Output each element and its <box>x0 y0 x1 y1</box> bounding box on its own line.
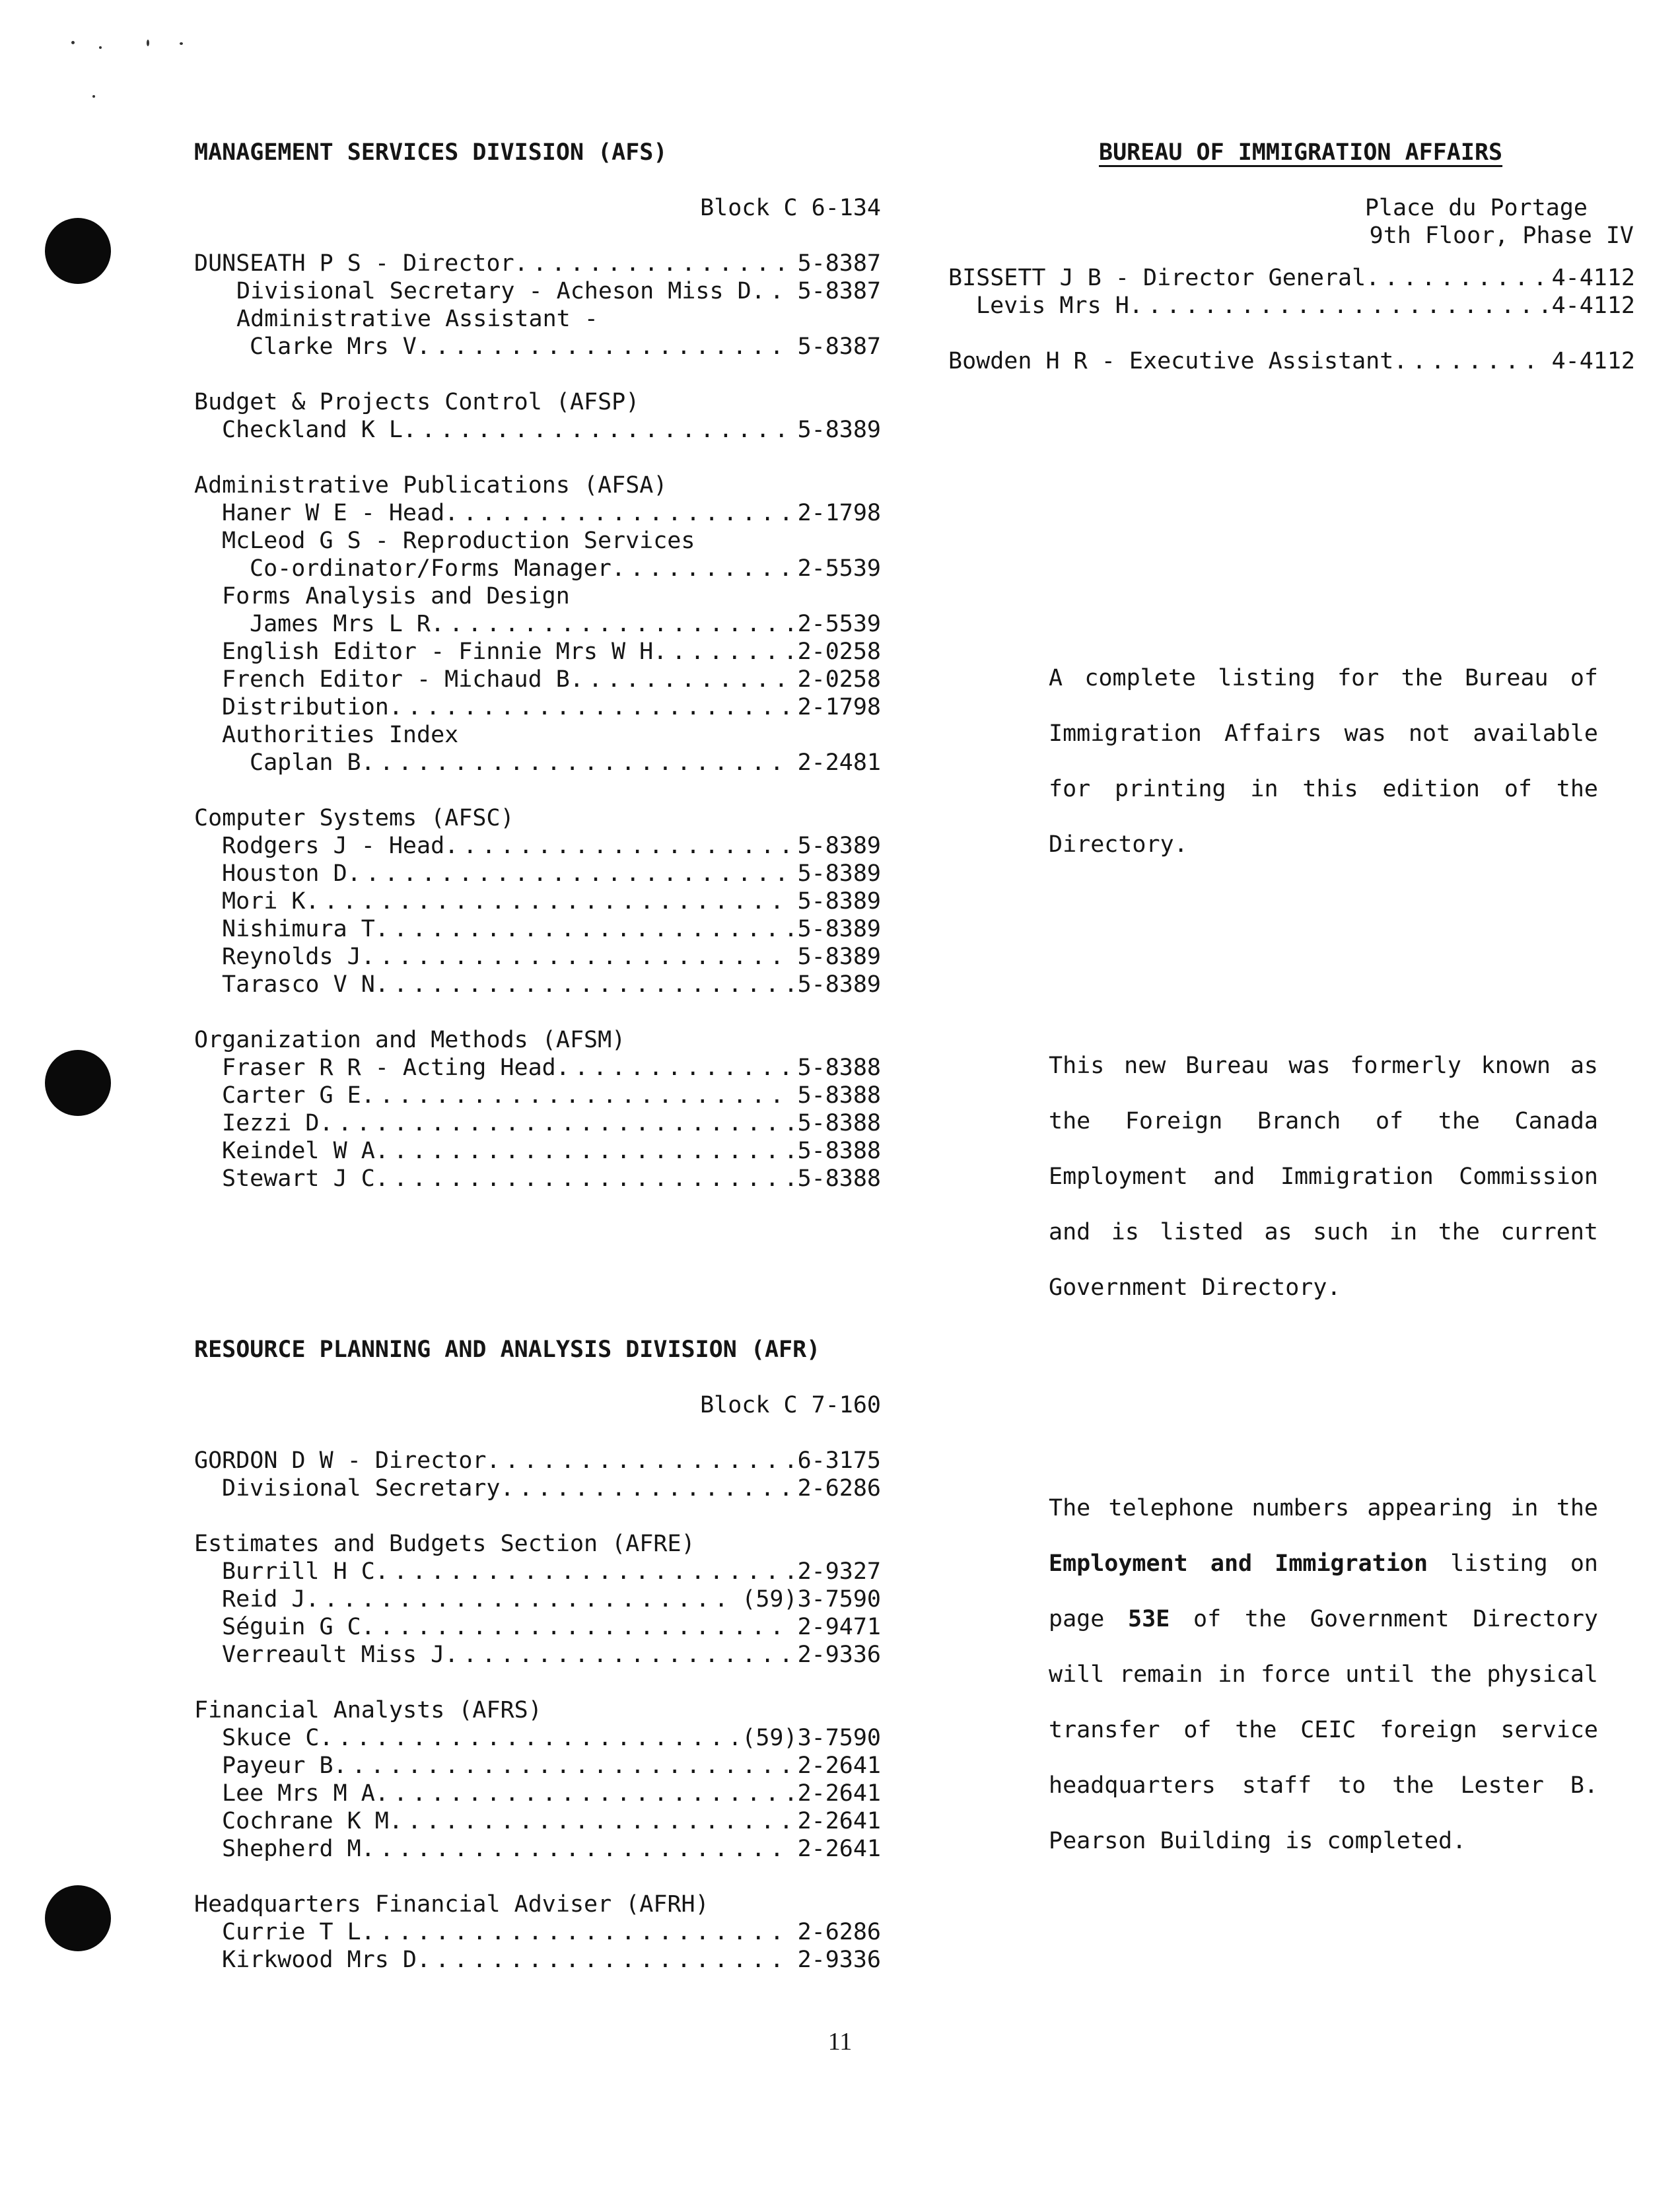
entry-name: Keindel W A <box>222 1138 375 1164</box>
scan-speck <box>92 95 95 98</box>
entry-phone: 5-8389 <box>797 916 881 942</box>
note-telephone-numbers <box>1049 1480 1598 1869</box>
directory-entry <box>194 333 881 361</box>
bureau-entries <box>948 264 1635 375</box>
entry-phone: 2-1798 <box>797 694 881 720</box>
entry-phone: 2-9327 <box>797 1558 881 1585</box>
directory-entry <box>194 1082 881 1109</box>
entry-phone: 2-0258 <box>797 666 881 693</box>
directory-entry <box>194 1137 881 1165</box>
bureau-section <box>948 139 1635 375</box>
entry-name: Fraser R R - Acting Head <box>222 1055 556 1081</box>
entry-name: Distribution <box>222 694 389 720</box>
entry-name: Shepherd M <box>222 1836 361 1862</box>
directory-entry <box>194 277 881 305</box>
directory-entry <box>194 887 881 915</box>
scan-speck <box>99 46 102 49</box>
bureau-location-line1: Place du Portage <box>1364 195 1588 221</box>
entry-phone: 2-2641 <box>797 1836 881 1862</box>
entry-phone: 2-9336 <box>797 1947 881 1973</box>
entry-name: Checkland K L <box>222 417 403 443</box>
entry-name: Clarke Mrs V <box>250 333 417 360</box>
directory-entry <box>194 499 881 527</box>
directory-entry <box>948 292 1635 320</box>
note-text: The telephone numbers appearing in the <box>1049 1495 1598 1521</box>
directory-entry <box>194 1946 881 1974</box>
directory-entry <box>194 943 881 971</box>
entry-title: Authorities Index <box>222 722 459 748</box>
entry-phone: 5-8388 <box>797 1110 881 1136</box>
directory-entry <box>194 832 881 860</box>
entry-phone: 2-2641 <box>797 1808 881 1834</box>
entry-name: GORDON D W - Director <box>194 1447 487 1474</box>
entry-name: Burrill H C <box>222 1558 375 1585</box>
entry-name: English Editor - Finnie Mrs W H <box>222 639 654 665</box>
entry-name: Divisional Secretary <box>222 1475 501 1502</box>
directory-entry <box>194 749 881 777</box>
binder-hole-top <box>45 218 111 284</box>
directory-entry <box>194 666 881 693</box>
afrh-section <box>194 1891 881 1974</box>
page-number: 11 <box>827 2028 853 2056</box>
entry-phone: (59)3-7590 <box>742 1725 881 1751</box>
entry-phone: 2-9471 <box>797 1614 881 1640</box>
entry-name: Séguin G C <box>222 1614 361 1640</box>
entry-name: Verreault Miss J <box>222 1642 445 1668</box>
scan-speck <box>147 40 149 46</box>
directory-entry <box>194 971 881 998</box>
section-title: Estimates and Budgets Section (AFRE) <box>194 1531 695 1557</box>
note-former-name: This new Bureau was formerly known as the Foreign Branch of the Canada Employment and Immigration Commission and is listed as such in the current Government Directory. <box>1049 1053 1598 1301</box>
directory-entry <box>194 250 881 277</box>
directory-entry <box>948 347 1635 375</box>
entry-phone: 5-8389 <box>797 944 881 970</box>
directory-entry <box>194 1054 881 1082</box>
directory-entry <box>194 610 881 638</box>
directory-entry <box>194 1835 881 1863</box>
entry-name: Bowden H R - Executive Assistant <box>948 348 1394 374</box>
note-bold-text: Employment and Immigration <box>1049 1550 1428 1577</box>
entry-title: Forms Analysis and Design <box>222 583 570 609</box>
afsm-section <box>194 1026 881 1193</box>
entry-phone: 5-8388 <box>797 1055 881 1081</box>
entry-phone: 5-8387 <box>797 333 881 360</box>
entry-name: DUNSEATH P S - Director <box>194 250 514 277</box>
afsc-section <box>194 804 881 998</box>
entry-phone: 4-4112 <box>1551 293 1635 319</box>
entry-name: Carter G E <box>222 1082 361 1109</box>
directory-entry <box>194 1780 881 1807</box>
entry-phone: 5-8389 <box>797 833 881 859</box>
entry-phone: 5-8388 <box>797 1138 881 1164</box>
note-bold-text: 53E <box>1128 1606 1170 1632</box>
entry-name: Tarasco V N <box>222 971 375 998</box>
afrs-section <box>194 1696 881 1863</box>
entry-phone: 5-8389 <box>797 888 881 915</box>
entry-name: Nishimura T <box>222 916 375 942</box>
entry-name: James Mrs L R <box>250 611 431 637</box>
entry-name: Payeur B <box>222 1753 333 1779</box>
entry-name: Rodgers J - Head <box>222 833 445 859</box>
entry-phone: 5-8388 <box>797 1165 881 1192</box>
note-text: of the Government Directory will remain in force until the physical transfer of the CEIC foreign service headquarters staff to the Lester B. Pearson Building is completed. <box>1049 1606 1598 1854</box>
afr-heading: RESOURCE PLANNING AND ANALYSIS DIVISION (AFR) <box>194 1336 821 1363</box>
directory-entry <box>194 1918 881 1946</box>
directory-entry <box>194 1724 881 1752</box>
entry-name: French Editor - Michaud B <box>222 666 570 693</box>
entry-phone: 6-3175 <box>797 1447 881 1474</box>
binder-hole-bottom <box>45 1885 111 1951</box>
entry-phone: 2-2481 <box>797 749 881 776</box>
entry-phone: 4-4112 <box>1551 348 1635 374</box>
section-title: Organization and Methods (AFSM) <box>194 1027 626 1053</box>
entry-phone: 2-2641 <box>797 1753 881 1779</box>
entry-name: Cochrane K M <box>222 1808 389 1834</box>
entry-name: Reynolds J <box>222 944 361 970</box>
directory-entry <box>194 1165 881 1193</box>
entry-phone: 5-8387 <box>797 250 881 277</box>
section-title: Computer Systems (AFSC) <box>194 805 514 831</box>
entry-name: Kirkwood Mrs D <box>222 1947 417 1973</box>
directory-entry <box>194 1585 881 1613</box>
note-text: listing on page <box>1049 1550 1598 1632</box>
afs-location: Block C 6-134 <box>700 195 881 221</box>
directory-entry <box>194 1447 881 1475</box>
entry-phone: 2-5539 <box>797 611 881 637</box>
entry-phone: 2-1798 <box>797 500 881 526</box>
bureau-heading: BUREAU OF IMMIGRATION AFFAIRS <box>1099 139 1503 166</box>
entry-name: Levis Mrs H <box>976 293 1129 319</box>
section-title: Administrative Publications (AFSA) <box>194 472 668 499</box>
entry-phone: 5-8389 <box>797 860 881 887</box>
entry-phone: 2-6286 <box>797 1475 881 1502</box>
afs-director-group <box>194 250 881 361</box>
binder-hole-middle <box>45 1050 111 1116</box>
entry-phone: 2-6286 <box>797 1919 881 1945</box>
entry-name: Reid J <box>222 1586 306 1613</box>
directory-entry <box>194 638 881 666</box>
entry-phone: 4-4112 <box>1551 265 1635 291</box>
section-title: Financial Analysts (AFRS) <box>194 1697 542 1723</box>
entry-name: Stewart J C <box>222 1165 375 1192</box>
afsa-section <box>194 471 881 777</box>
scan-speck <box>180 42 183 45</box>
entry-phone: 5-8388 <box>797 1082 881 1109</box>
directory-entry <box>194 693 881 721</box>
directory-entry <box>194 915 881 943</box>
directory-entry <box>194 1475 881 1502</box>
entry-name: Skuce C <box>222 1725 320 1751</box>
entry-name: Mori K <box>222 888 306 915</box>
afs-heading: MANAGEMENT SERVICES DIVISION (AFS) <box>194 139 668 166</box>
entry-name: Lee Mrs M A <box>222 1780 375 1807</box>
note-listing-unavailable: A complete listing for the Bureau of Immigration Affairs was not available for printing in this edition of the Directory. <box>1049 665 1598 858</box>
directory-entry <box>194 1558 881 1585</box>
entry-phone: 5-8389 <box>797 971 881 998</box>
entry-title: McLeod G S - Reproduction Services <box>222 528 695 554</box>
entry-title: Administrative Assistant - <box>236 306 598 332</box>
afr-director-group <box>194 1447 881 1502</box>
scan-speck <box>71 41 75 44</box>
directory-entry <box>194 416 881 444</box>
entry-name: Co-ordinator/Forms Manager <box>250 555 612 582</box>
directory-entry <box>194 1752 881 1780</box>
entry-phone: 5-8387 <box>797 278 881 304</box>
directory-entry <box>948 264 1635 292</box>
afs-section <box>194 139 881 1193</box>
entry-name: Iezzi D <box>222 1110 320 1136</box>
afr-section <box>194 1336 881 1974</box>
entry-name: Divisional Secretary - Acheson Miss D <box>236 278 752 304</box>
entry-phone: 2-5539 <box>797 555 881 582</box>
entry-phone: 2-9336 <box>797 1642 881 1668</box>
entry-name: Currie T L <box>222 1919 361 1945</box>
entry-phone: 2-2641 <box>797 1780 881 1807</box>
section-title: Budget & Projects Control (AFSP) <box>194 389 640 415</box>
directory-entry <box>194 1807 881 1835</box>
directory-entry <box>194 555 881 582</box>
directory-entry <box>194 1109 881 1137</box>
entry-name: BISSETT J B - Director General <box>948 265 1366 291</box>
directory-entry <box>194 1613 881 1641</box>
section-title: Headquarters Financial Adviser (AFRH) <box>194 1891 709 1918</box>
entry-phone: 2-0258 <box>797 639 881 665</box>
entry-phone: 5-8389 <box>797 417 881 443</box>
bureau-location-line2: 9th Floor, Phase IV <box>1369 223 1634 249</box>
entry-name: Caplan B <box>250 749 361 776</box>
directory-entry <box>194 860 881 887</box>
entry-name: Haner W E - Head <box>222 500 445 526</box>
afre-section <box>194 1530 881 1669</box>
entry-name: Houston D <box>222 860 347 887</box>
directory-entry <box>194 1641 881 1669</box>
entry-phone: (59)3-7590 <box>742 1586 881 1613</box>
afsp-section <box>194 388 881 444</box>
afr-location: Block C 7-160 <box>700 1392 881 1418</box>
